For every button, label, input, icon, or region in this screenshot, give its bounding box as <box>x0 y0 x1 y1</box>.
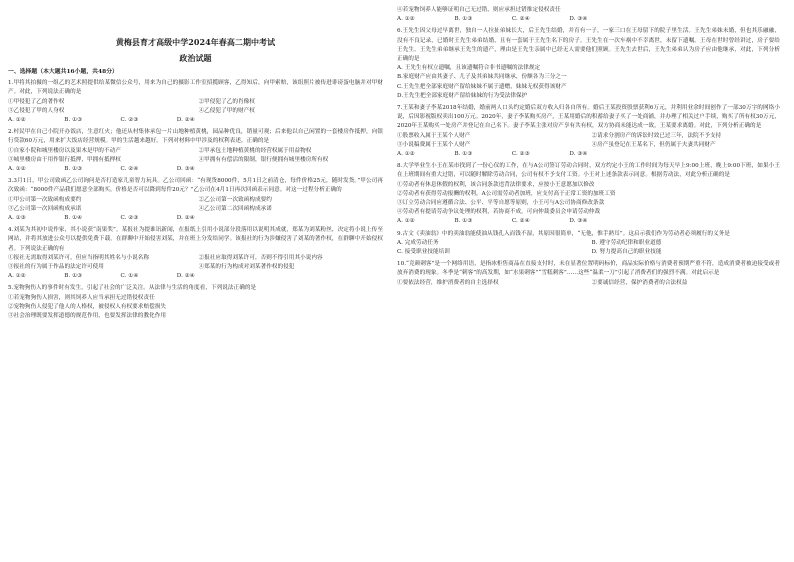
answer-choice[interactable]: A. ①② <box>8 166 26 173</box>
option-list <box>8 294 383 322</box>
answer-choice[interactable]: B. ①③ <box>454 16 473 23</box>
option-item: B. 遵守劳动纪律和职业道德 <box>591 239 662 246</box>
question-stem: ④若宠物饲养人能够证明自己无过错，则应承担过错推定侵权责任 <box>397 7 561 13</box>
option-item: A. 王先生有权立遗嘱，且该遗嘱符合非书遗嘱的法律规定 <box>397 65 541 72</box>
option-item: A. 完成劳动任务 <box>397 239 439 246</box>
option-item: ④劳动者有提请劳动争议处理的权利，若协商不成，可向仲裁委员会申请劳动仲裁 <box>397 209 601 216</box>
answer-choice[interactable]: D. ②④ <box>176 273 195 280</box>
answer-choice[interactable]: D. ③④ <box>569 151 588 158</box>
answer-choices <box>8 165 233 174</box>
answer-choice[interactable]: C. ②④ <box>511 218 530 225</box>
answer-choice[interactable]: C. ①④ <box>120 273 139 280</box>
option-item: ②报社应取得刘某许可，否则不得引用其小说内容 <box>198 254 323 261</box>
question-stem: 1.甲将其拍摄的一组乙的艺术照提供给某微信公众号，用来为自己的摄影工作室招揽顾客，乙得知后，向甲索赔，该组照片被传进诽谤蛋电脑并对甲财产。对此，下列说法正确的是 <box>8 80 383 96</box>
answer-choices <box>397 150 627 159</box>
option-item: ①劳动者有休息休假的权利，该合同条款违背法律要求，应按小王意愿加以修改 <box>397 181 595 188</box>
option-list <box>397 181 780 218</box>
answer-choices <box>397 217 627 226</box>
option-item: ②要诚信经营，保护消费者的合法权益 <box>591 279 688 286</box>
question-block <box>8 79 383 125</box>
question-block <box>8 128 383 174</box>
school-title: 黄梅县育才高级中学2024年春高二期中考试 <box>115 37 276 47</box>
answer-choice[interactable]: A. ①③ <box>8 215 26 222</box>
answer-choice[interactable]: B. ①③ <box>454 151 473 158</box>
answer-choice[interactable]: D. ③④ <box>569 218 588 225</box>
option-item: ②请求分割房产的诉讼时效已过三年，法院不予支持 <box>591 132 722 139</box>
answer-choice[interactable]: C. ②④ <box>511 16 530 23</box>
option-list <box>8 98 383 116</box>
answer-choice[interactable]: B. ①③ <box>64 117 83 124</box>
option-item: ④乙侵犯了甲的财产权 <box>198 107 255 114</box>
option-item: ①股票收入属于王某个人财产 <box>397 132 471 139</box>
question-stem: 7.王某和妻子李某2018年结婚，婚前两人口头约定婚后双方收入归各自所有。婚后王某投资股票获利6万元，并利用业余时间创作了一部30万字的网络小说，后因影视版权卖出100万元。2020年，妻子李某购买房产，王某用婚后的积蓄给妻子买了一处商铺，并办理了相关过户手续，购买了所有权30万元，2020年王某购买一处房产并登记在自己名下。妻子李某主张对房产享有共有权，双方协商未能达成一致，王某要求离婚。对此，下列分析正确的是 <box>397 105 780 130</box>
section-heading: 一、选择题（本大题共16小题，共48分） <box>8 69 118 75</box>
answer-choice[interactable]: D. ②④ <box>176 215 195 222</box>
option-item: B.家庭财产应由其妻子、儿子及其弟妹共同继承，份额各为三分之一 <box>397 74 567 81</box>
option-item: ①要依法经营，维护消费者的自主选择权 <box>397 279 499 286</box>
option-item: ②甲侵犯了乙的肖像权 <box>198 98 255 105</box>
option-item: ②劳动者有获得劳动报酬的权利，A公司需劳动者加班，应支付高于正常工资的加班工资 <box>397 190 616 197</box>
question-stem: 6.王先生因父母过早离世，独自一人拉扯弟妹长大，后王先生结婚，并育有一子，一家三口在王母留下的院子里生活。王先生弟妹未婚，但也其乐融融，没有不良记录，已婚时王先生弟弟结婚，且有一套属于王先生名下的房子。王先生在一次车祸中不幸离世，未留下遗嘱。王母在世时曾经讲过，房子要给王先生。王先生弟弟继承王先生的遗产，理由是王先生亲属中已经无人需要他们照顾。王先生去世后，王先生弟弟认为房子应由他继承，对此，下列分析正确的是 <box>397 28 780 63</box>
question-block <box>397 104 780 159</box>
question-stem: 10.“竞颜刺客”是一个网络用语，是指冰柜售商品在直接支付时，未在显著位置明码标价，商品实际价格与消费者预期严重不符，造成消费者被迫接受或者放弃消费的现象。冬季是“刺客”的高发期，如“水果刺客”“雪糕刺客”……这些“温柔一刀”引起了消费者们的强烈不满。对此启示是 <box>397 261 780 277</box>
answer-choice[interactable]: B. ①③ <box>64 166 83 173</box>
answer-choice[interactable]: D. ③④ <box>176 166 195 173</box>
option-item: ④乙公司第二次回函构成承诺 <box>198 205 272 212</box>
answer-choice[interactable]: B. ①③ <box>64 273 83 280</box>
option-item: ④郑某的行为构成对刘某著作权的侵犯 <box>198 264 295 271</box>
option-item: D. 努力提高自己的职业技能 <box>591 249 662 256</box>
option-item: ③乙公司第一次回函构成承诺 <box>8 205 82 212</box>
option-item: ①甲公司第一次致函构成要约 <box>8 196 82 203</box>
answer-choice[interactable]: C. ②③ <box>120 215 139 222</box>
option-item: ③订立劳动合同应遵循合法、公平、平等自愿等原则，小王可与A公司协商修改条款 <box>397 200 605 207</box>
option-item: ①自家小院和城里楼房以及果木是甲的不动产 <box>8 147 121 154</box>
question-stem: 2.村民甲在自己小院开办饭店，生意红火；他还从村集体承包一片山地种植黄桃，园品种优良，销量可观；后来他以自己闲置的一套楼房作抵押，向银行贷款60万元，用来扩大饭店经营规模。甲的生活越来越好。下列对材料中甲涉及的权利表述，正确的是 <box>8 129 383 145</box>
option-item: ①若宠物狗伤人损害，则其饲养人应当承担无过错侵权责任 <box>8 294 155 301</box>
answer-choices <box>8 214 233 223</box>
option-item: ④甲拥有有偿活的限制，银行便拥有城里楼房所有权 <box>198 156 329 163</box>
left-question-list <box>8 79 383 321</box>
question-block <box>397 260 780 288</box>
question-stem: 9.古文《卖油翁》中的卖油翁能使油从钱孔入而钱不湿，其原因很简单，“无他，惟手熟耳”。这启示我们作为劳动者必须履行的义务是 <box>397 230 730 237</box>
option-item: D.王先生把全部家庭财产留给妹妹的行为受法律保护 <box>397 92 528 99</box>
option-item: ③报社的行为属于作品的法定许可使用 <box>8 264 104 271</box>
right-question-list <box>397 6 780 288</box>
option-list <box>8 196 383 214</box>
option-item: ②甲承包土地种植黄桃的经营权属于用益物权 <box>198 147 312 154</box>
question-block <box>8 226 383 281</box>
answer-choice[interactable]: C. ②③ <box>511 151 530 158</box>
right-column <box>397 0 780 562</box>
answer-choice[interactable]: A. ①② <box>8 117 26 124</box>
question-stem: 3.3月1日，甲公司致函乙公司询问是否打造家儿童智力玩具。乙公司回函：“有现货8000件，5月1日之前清仓，每件价格25元，随时发货。”甲公司再次致函：“8000件产品我们愿意全部购买，价格是否可以降到每件20元？”乙公司在4月1日再次回函表示同意。对这一过程分析正确的 <box>8 178 383 194</box>
option-item: ③城里楼房由于用作银行抵押，甲拥有抵押权 <box>8 156 121 163</box>
answer-choice[interactable]: D. ③④ <box>569 16 588 23</box>
option-item: C.王先生把全部家庭财产留给妹妹不属于遗赠，妹妹无权获得该财产 <box>397 83 567 90</box>
option-list <box>397 279 780 288</box>
question-stem: 4.刘某为其初中说作家，其小说获“南果奖”。某报社为提谁讯新闻，在报纸上引用小说部分段落用以说明其成就，郑某为刘某粉丝，决定将小说上传至网站，并将其放进公众号以提供免费下载。在群聊中开始侵害刘某，并在班上分发给同学。该报社的行为涉嫌侵害了刘某的著作权，在群聊中开始侵权者。下列说法正确的有 <box>8 227 383 252</box>
question-stem: 5.宠物狗伤人的事件时有发生，引起了社会的广泛关注。从法律与生活的角度看，下列说法正确的是 <box>8 285 257 292</box>
option-list <box>397 64 780 101</box>
question-block <box>397 27 780 101</box>
answer-choice[interactable]: B. ①③ <box>454 218 473 225</box>
option-item: ①甲侵犯了乙的著作权 <box>8 98 65 105</box>
option-list <box>8 147 383 165</box>
option-item: ④房产虽登记在王某名下，但仍属于夫妻共同财产 <box>591 141 716 148</box>
option-item: ③乙侵犯了甲的人身权 <box>8 107 65 114</box>
option-item: ②乙公司第一次致函构成要约 <box>198 196 272 203</box>
subject-title: 政治试题 <box>179 53 212 63</box>
question-stem: 8.大学毕业生小王在某市找到了一份心仪的工作，在与A公司签订劳动合同时，双方约定小王的工作时间为每天早上9:00上班，晚上9:00下班，如果小王在上班期间有重大过错，可以随时解除劳动合同，公司有权不予支付工资。小王对上述条款表示同意。根据劳动法，对此分析正确的是 <box>397 163 780 179</box>
option-item: C. 接受职业技能培训 <box>397 249 450 256</box>
answer-choices <box>397 15 627 24</box>
left-column <box>8 0 383 562</box>
question-block <box>8 284 383 321</box>
answer-choices <box>8 272 233 281</box>
option-list <box>397 239 780 257</box>
answer-choice[interactable]: C. ②④ <box>120 166 139 173</box>
option-item: ①报社无需取得刘某许可，但应当指明其姓名与小说名称 <box>8 254 150 261</box>
question-block <box>8 177 383 223</box>
answer-choice[interactable]: A. ①② <box>397 16 415 23</box>
answer-choice[interactable]: A. ①② <box>397 151 415 158</box>
answer-choice[interactable]: C. ②③ <box>120 117 139 124</box>
question-block <box>397 6 780 24</box>
question-block <box>397 162 780 226</box>
option-list <box>397 132 780 150</box>
answer-choice[interactable]: A. ①② <box>8 273 26 280</box>
answer-choice[interactable]: A. ①② <box>397 218 415 225</box>
option-item: ②宠物狗伤人侵犯了他人的人格权，被侵权人有权要求赔偿损失 <box>8 303 167 310</box>
question-block <box>397 230 780 258</box>
answer-choice[interactable]: B. ①④ <box>64 215 83 222</box>
option-item: ③社会治理既要发挥道德的规范作用，也要发挥法律的教化作用 <box>8 313 167 320</box>
option-list <box>8 254 383 272</box>
answer-choice[interactable]: D. ②④ <box>176 117 195 124</box>
answer-choices <box>8 116 233 125</box>
option-item: ③小说稿费属于王某个人财产 <box>397 141 471 148</box>
